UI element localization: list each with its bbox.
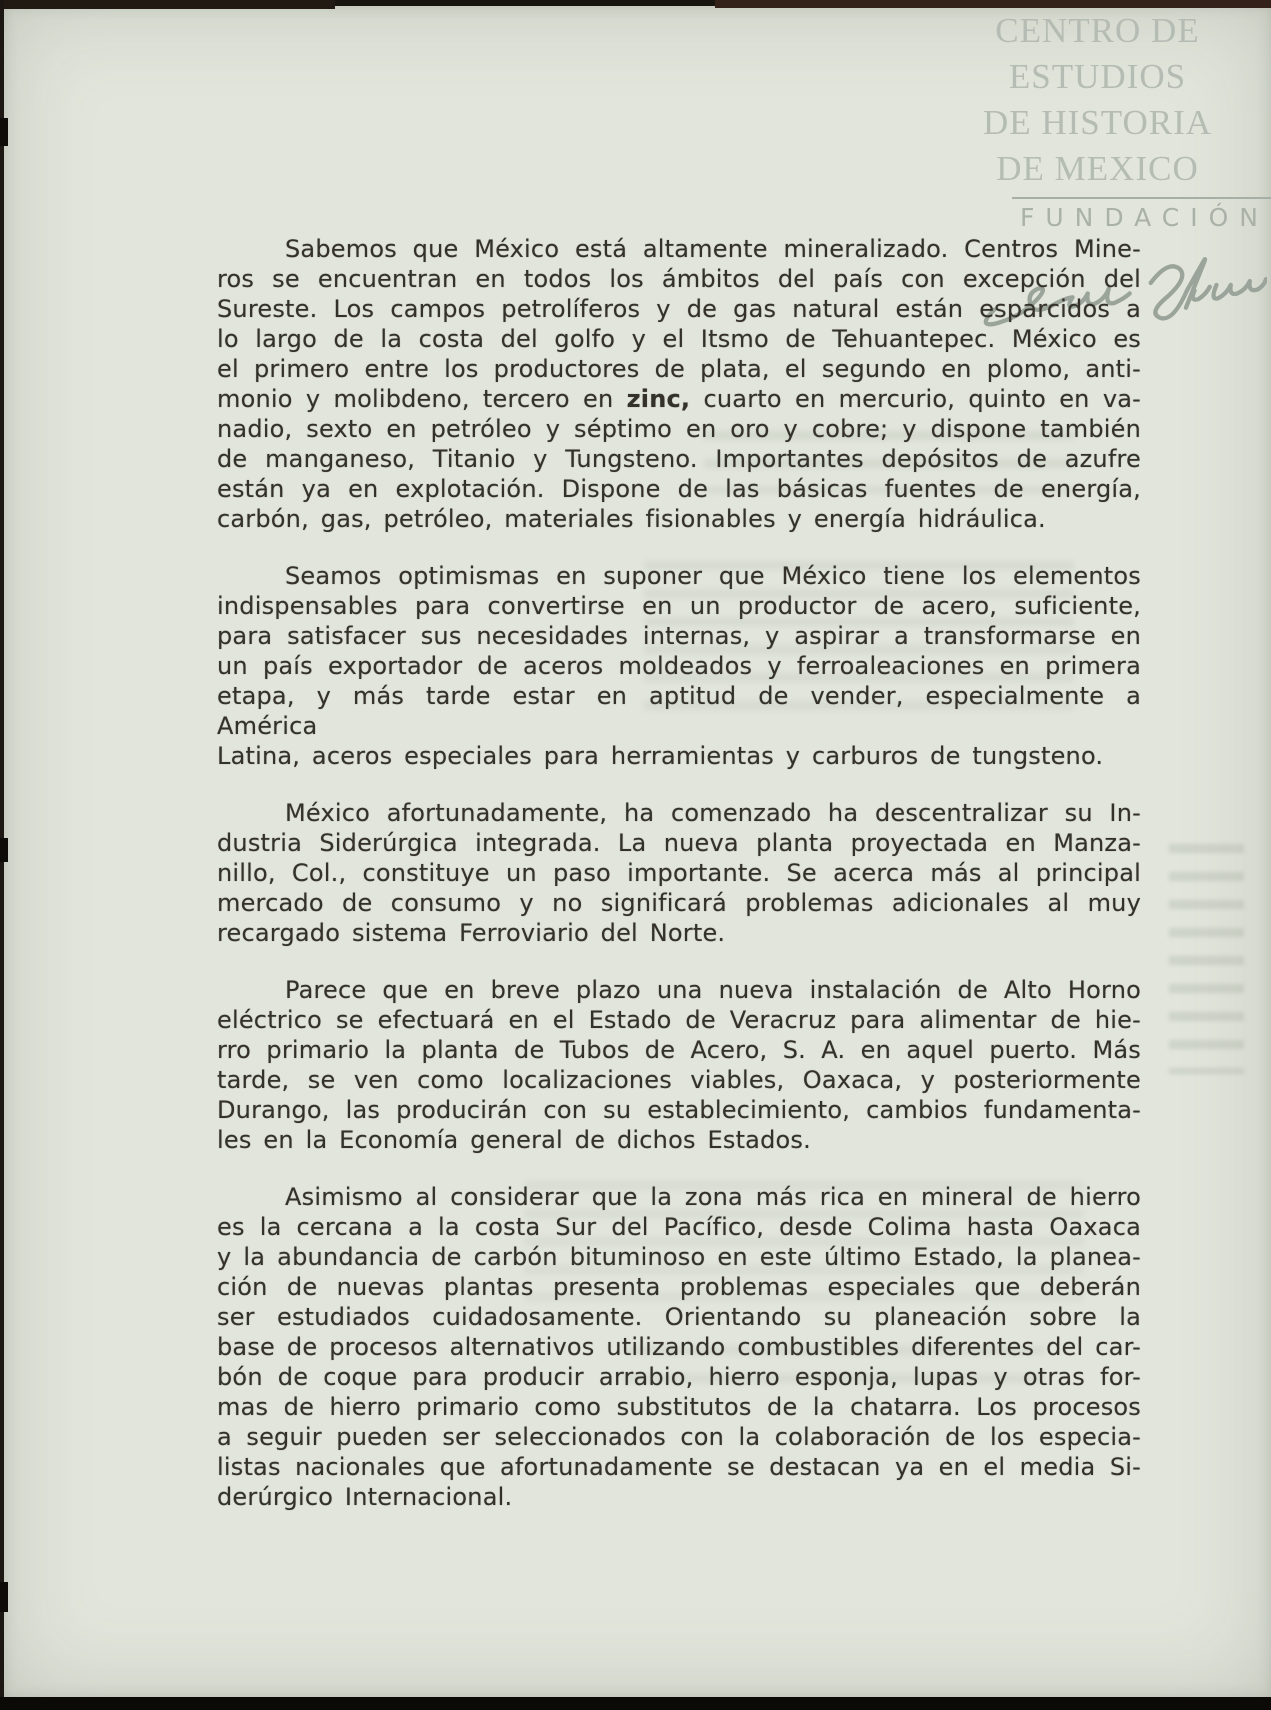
text-line: Sureste. Los campos petrolíferos y de gas natural están esparcidos a [217,295,1141,323]
text-line: es la cercana a la costa Sur del Pacífico, desde Colima hasta Oaxaca [217,1213,1141,1241]
watermark-line: ESTUDIOS [1008,57,1187,96]
text-line: etapa, y más tarde estar en aptitud de vender, especialmente a América [217,682,1141,740]
text-line: base de procesos alternativos utilizando combustibles diferentes del car- [217,1333,1141,1361]
paragraph [217,798,1141,948]
scan-edge-top-left [0,0,335,9]
text-line: mercado de consumo y no significará problemas adicionales al muy [217,889,1141,917]
text-line: ción de nuevas plantas presenta problemas especiales que deberán [217,1273,1141,1301]
watermark-foundation: FUNDACIÓN [1019,203,1269,232]
watermark-divider [1012,197,1271,199]
text-line: tarde, se ven como localizaciones viables, Oaxaca, y posteriormente [217,1066,1141,1094]
text-line: ros se encuentran en todos los ámbitos del país con excepción del [217,265,1141,293]
scan-edge-notch [0,838,8,862]
text-line: Asimismo al considerar que la zona más rica en mineral de hierro [285,1183,1141,1211]
text-line: Seamos optimismas en suponer que México tiene los elementos [285,562,1141,590]
text-line: y la abundancia de carbón bituminoso en este último Estado, la planea- [217,1243,1141,1271]
text-line: Durango, las producirán con su establecimiento, cambios fundamenta- [217,1096,1141,1124]
text-line: un país exportador de aceros moldeados y ferroaleaciones en primera [217,652,1141,680]
text-line: mas de hierro primario como substitutos de la chatarra. Los procesos [217,1393,1141,1421]
text-line: Parece que en breve plazo una nueva instalación de Alto Horno [285,976,1141,1004]
paragraph [217,1182,1141,1512]
text-line: derúrgico Internacional. [217,1483,513,1511]
scan-edge-top-right [715,0,1271,8]
text-line: nillo, Col., constituye un paso importante. Se acerca más al principal [217,859,1141,887]
text-line: carbón, gas, petróleo, materiales fisionables y energía hidráulica. [217,505,1046,533]
text-line: eléctrico se efectuará en el Estado de Veracruz para alimentar de hie- [217,1006,1141,1034]
text-line: listas nacionales que afortunadamente se destacan ya en el media Si- [217,1453,1141,1481]
watermark [930,8,1269,233]
bleed-through-smudge [1169,844,1244,1074]
text-line: nadio, sexto en petróleo y séptimo en oro y cobre; y dispone también [217,415,1141,443]
text-line: para satisfacer sus necesidades internas, y aspirar a transformarse en [217,622,1141,650]
bold-term: zinc, [626,385,691,413]
text-line: México afortunadamente, ha comenzado ha descentralizar su In- [285,799,1141,827]
text-line: ser estudiados cuidadosamente. Orientando su planeación sobre la [217,1303,1141,1331]
paragraph [217,561,1141,771]
signature-stroke [1151,259,1266,318]
watermark-line: DE HISTORIA [982,103,1213,142]
watermark-line: DE MEXICO [996,149,1199,188]
text-line: rro primario la planta de Tubos de Acero, S. A. en aquel puerto. Más [217,1036,1141,1064]
text-line: están ya en explotación. Dispone de las básicas fuentes de energía, [217,475,1141,503]
paragraph [217,975,1141,1155]
text-line: el primero entre los productores de plata, el segundo en plomo, anti- [217,355,1141,383]
text-line: recargado sistema Ferroviario del Norte. [217,919,726,947]
scan-edge-bottom [0,1697,1271,1710]
text-line: Sabemos que México está altamente mineralizado. Centros Mine- [285,235,1141,263]
text-line: dustria Siderúrgica integrada. La nueva planta proyectada en Manza- [217,829,1141,857]
document-body [217,234,1141,1512]
text-line: bón de coque para producir arrabio, hierro esponja, lupas y otras for- [217,1363,1141,1391]
text-line: a seguir pueden ser seleccionados con la colaboración de los especia- [217,1423,1141,1451]
paragraph [217,234,1141,534]
text-line: de manganeso, Titanio y Tungsteno. Importantes depósitos de azufre [217,445,1141,473]
paper [4,6,1271,1697]
text-line: lo largo de la costa del golfo y el Itsmo de Tehuantepec. México es [217,325,1141,353]
scan-edge-notch [0,1582,8,1612]
scan-edge-notch [0,118,8,146]
text-line: monio y molibdeno, tercero en zinc, cuarto en mercurio, quinto en va- [217,385,1141,413]
text-line: Latina, aceros especiales para herramientas y carburos de tungsteno. [217,742,1104,770]
watermark-line: CENTRO DE [995,11,1200,50]
text-line: les en la Economía general de dichos Estados. [217,1126,811,1154]
text-line: indispensables para convertirse en un productor de acero, suficiente, [217,592,1141,620]
